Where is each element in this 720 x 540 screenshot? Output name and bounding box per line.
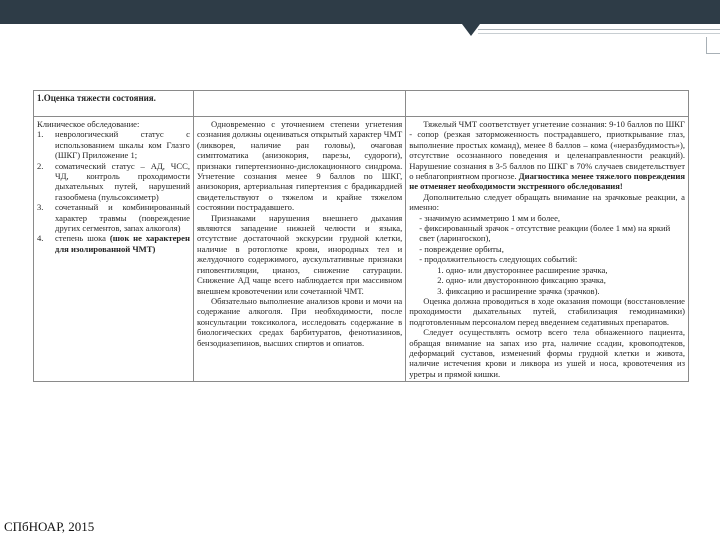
item-text: неврологический статус с использованием шкалы ком Глазго (ШКГ) Приложение 1; <box>55 129 190 161</box>
list-item: - повреждение орбиты, <box>419 243 504 254</box>
paragraph: Следует осуществлять осмотр всего тела обнаженного пациента, обращая внимание на запах изо рта, наличие ссадин, кровоподтеков, деформаций суставов, изменений формы грудной клетки и живота, наличие истечения крови и ликвора из ушей и носа, кровотечения из уретры и прямой кишки. <box>409 327 685 379</box>
item-number: 4. <box>37 233 44 244</box>
table-body-row <box>34 117 689 382</box>
item-text: степень шока <box>55 233 106 244</box>
item-bold-note: (шок не характерен для изолированной ЧМТ) <box>55 233 190 254</box>
paragraph: Дополнительно следует обращать внимание на зрачковые реакции, а именно: <box>409 191 685 213</box>
corner-decoration <box>706 37 720 54</box>
list-item <box>37 202 190 233</box>
assessment-table <box>33 90 689 382</box>
paragraph: Одновременно с уточнением степени угнетения сознания должны оцениваться открытый характер ЧМТ (ликворея, наличие ран головы), очаговая симптоматика (анизокория, парезы, судороги), признаки гипертензионно-дислокационного синдрома. Угнетение сознания менее 9 баллов по ШКГ, анизокория, артериальная гипертензия с брадикардией свидетельствуют о тяжелом и крайне тяжелом состоянии пострадавшего. <box>196 119 403 213</box>
item-number: 1. <box>37 129 44 140</box>
list-item: - значимую асимметрию 1 мм и более, <box>419 212 561 223</box>
header-rule-secondary <box>478 33 720 34</box>
table-heading: 1.Оценка тяжести состояния. <box>34 91 194 117</box>
footer-caption: СПбНОАР, 2015 <box>4 519 95 534</box>
item-text: соматический статус – АД, ЧСС, ЧД, контроль проходимости дыхательных путей, нарушений газообмена (пульсоксиметр) <box>55 160 190 202</box>
list-item <box>37 161 190 203</box>
paragraph: Тяжелый ЧМТ соответствует угнетение сознания: 9-10 баллов по ШКГ - сопор (резкая заторможенность пострадавшего, приоткрывание глаз, выполнение простых команд), менее 8 баллов – кома («неразбудимость»), отсутствие осознанного поведения и целенаправленности реакций). Нарушение сознания в 3-5 баллов по ШКГ в 70% случаев свидетельствует о неблагоприятном прогнозе. <box>409 119 685 182</box>
numbered-item: 2. одно- или двустороннюю фиксацию зрачка, <box>437 275 606 286</box>
item-number: 3. <box>37 202 44 213</box>
top-banner <box>0 0 720 24</box>
item-text: сочетанный и комбинированный характер травмы (повреждение других сегментов, запах алкоголя) <box>55 202 190 234</box>
list-item: - фиксированный зрачок - отсутствие реакции (более 1 мм) на яркий свет (ларингоскоп), <box>419 223 671 244</box>
item-text-wrap <box>55 233 190 254</box>
header-rule <box>478 29 720 30</box>
clinical-exam-column <box>34 117 194 382</box>
clinical-exam-intro: Клиническое обследование: <box>37 119 140 129</box>
paragraph-wrap <box>409 119 685 192</box>
heading-empty-cell <box>193 91 405 117</box>
list-item: - продолжительность следующих событий: <box>419 254 578 265</box>
banner-notch <box>462 24 480 36</box>
severity-criteria-column <box>406 117 689 382</box>
paragraph: Признаками нарушения внешнего дыхания являются западение нижней челюсти и языка, отсутствие достаточной экскурсии грудной клетки, наличие в ротоглотке крови, инородных тел и желудочного содержимого, аускультативные признаки гиповентиляции, цианоз, снижение сатурации. Снижение АД чаще всего наблюдается при массивном внешнем кровотечении или сочетанной ЧМТ. <box>196 212 403 296</box>
numbered-item: 3. фиксацию и расширение зрачка (зрачков). <box>437 285 600 296</box>
heading-empty-cell <box>406 91 689 117</box>
paragraph: Обязательно выполнение анализов крови и мочи на содержание алкоголя. При необходимости, после консультации токсиколога, исследовать содержание в биологических средах барбитуратов, фенотиазинов, бензодиазепинов, высших спиртов и опиатов. <box>196 295 403 348</box>
numbered-item: 1. одно- или двустороннее расширение зрачка, <box>437 264 608 275</box>
document-sheet <box>33 90 693 466</box>
assessment-notes-column <box>193 117 405 382</box>
list-item <box>37 129 190 160</box>
table-heading-row <box>34 91 689 117</box>
list-item <box>37 233 190 254</box>
item-number: 2. <box>37 160 44 171</box>
page-cut-fade <box>33 456 693 466</box>
paragraph: Оценка должна проводиться в ходе оказания помощи (восстановление проходимости дыхательных путей, стабилизация гемодинамики) подготовленным персоналом перед введением седативных препаратов. <box>409 295 685 327</box>
bold-warning: Диагностика менее тяжелого повреждения не отменяет необходимости экстренного обследования! <box>409 171 685 192</box>
